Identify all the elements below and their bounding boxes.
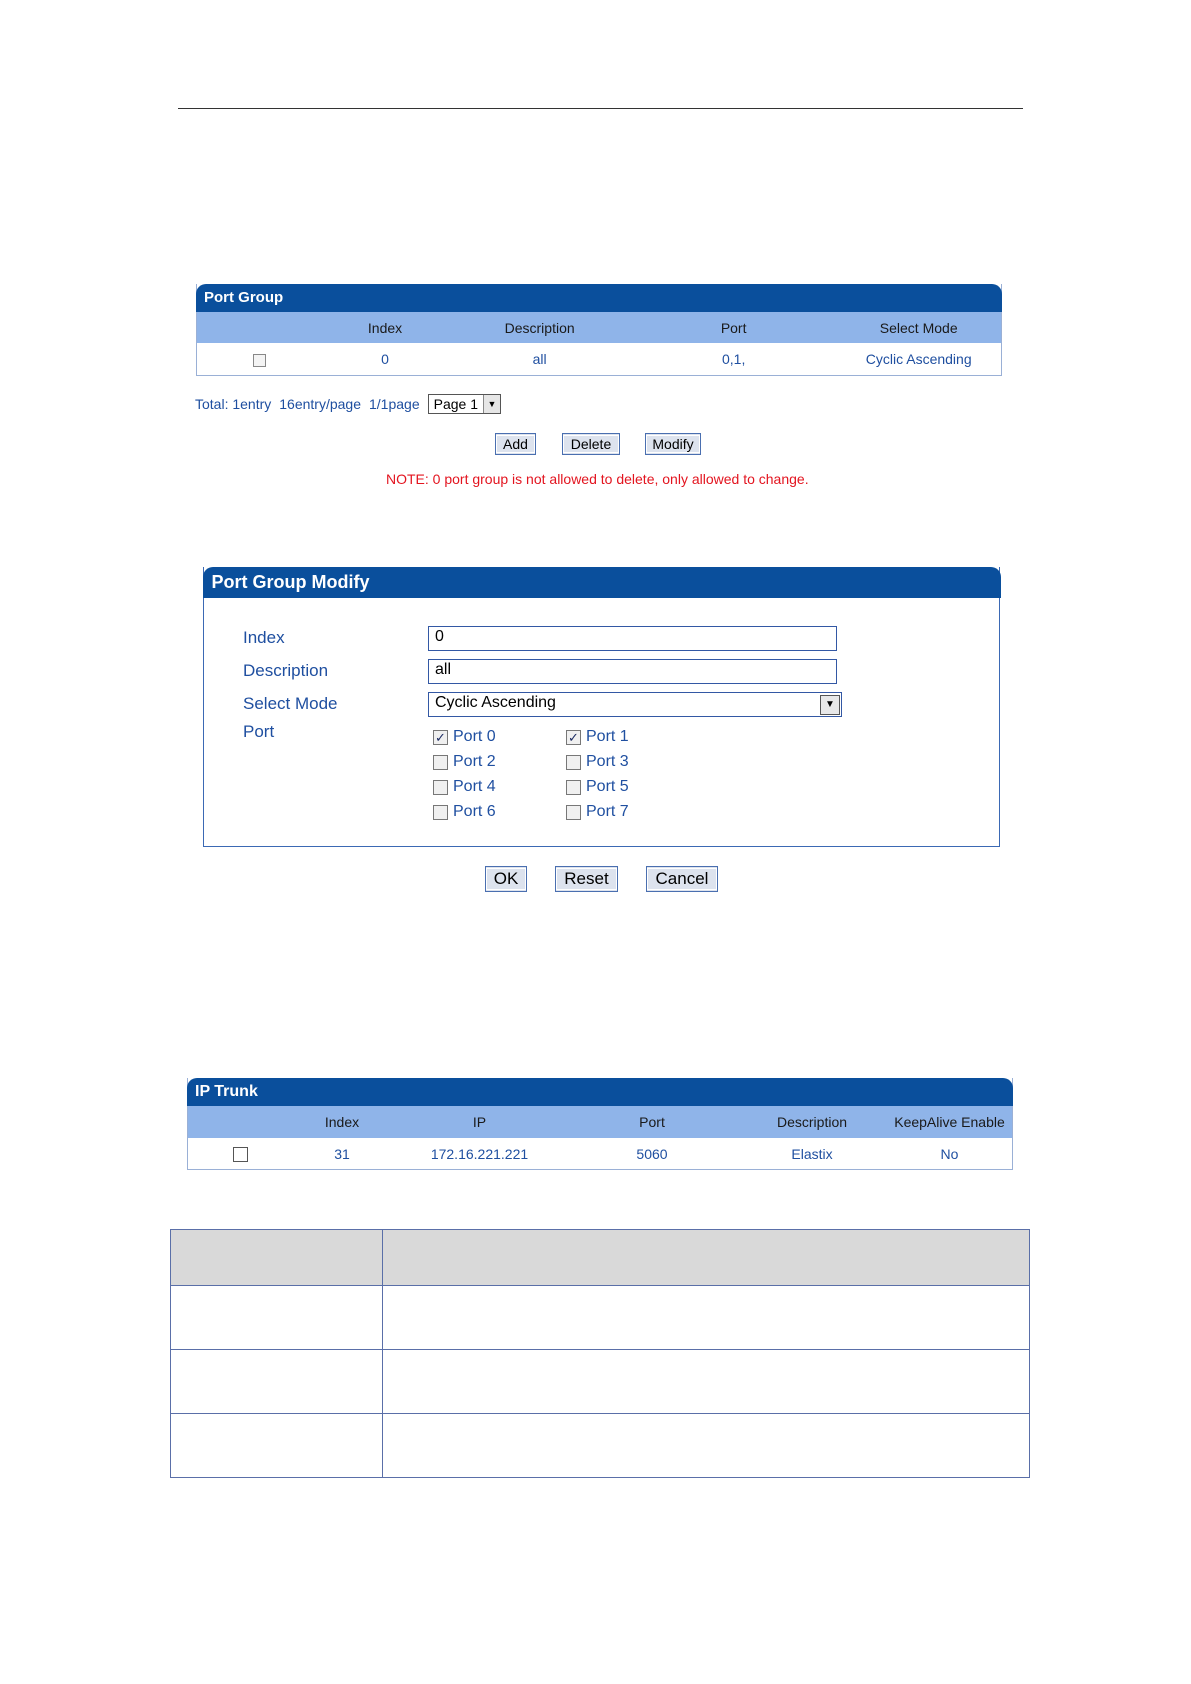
port-checkbox-6[interactable] (433, 803, 496, 821)
select-mode-value: Cyclic Ascending (435, 694, 556, 711)
modify-button[interactable] (645, 433, 701, 455)
select-mode-label: Select Mode (243, 694, 338, 713)
table-cell (383, 1414, 1030, 1478)
page-header-rule (178, 108, 1023, 109)
table-row[interactable] (197, 343, 1001, 375)
column-header-description: Description (776, 1114, 848, 1130)
row-index: 0 (381, 351, 389, 367)
checkbox-icon[interactable] (566, 755, 581, 770)
chevron-down-icon[interactable]: ▼ (820, 695, 840, 715)
pagination-total: Total: 1entry (195, 396, 272, 412)
table-row (171, 1414, 1030, 1478)
table-cell (171, 1350, 383, 1414)
table-cell (171, 1414, 383, 1478)
description-field[interactable]: all (428, 659, 837, 684)
checkbox-icon[interactable] (433, 780, 448, 795)
checkbox-icon[interactable] (566, 805, 581, 820)
column-header-port: Port (639, 1114, 665, 1130)
page-select[interactable] (428, 394, 501, 414)
table-cell (383, 1350, 1030, 1414)
row-select-checkbox[interactable] (233, 1147, 248, 1162)
select-mode-dropdown[interactable] (428, 692, 842, 717)
row-description: Elastix (791, 1146, 833, 1162)
page-select-value: Page 1 (433, 396, 478, 412)
port-3-label: Port 3 (586, 753, 629, 770)
port-7-label: Port 7 (586, 803, 629, 820)
port-1-label: Port 1 (586, 728, 629, 745)
pagination (195, 394, 501, 414)
port-label: Port (243, 722, 275, 741)
port-2-label: Port 2 (453, 753, 496, 770)
table-row (171, 1286, 1030, 1350)
reset-button[interactable] (555, 866, 618, 892)
checkbox-icon[interactable] (433, 805, 448, 820)
description-label: Description (243, 661, 329, 680)
reset-button-label: Reset (556, 868, 617, 890)
column-header-ip: IP (472, 1114, 487, 1130)
column-header-keepalive: KeepAlive Enable (894, 1114, 1005, 1130)
checkbox-checked-icon[interactable]: ✓ (433, 730, 448, 745)
table-header-cell (383, 1230, 1030, 1286)
table-cell (383, 1286, 1030, 1350)
modify-button-label: Modify (646, 435, 700, 453)
index-field[interactable]: 0 (428, 626, 837, 651)
checkbox-icon[interactable] (566, 780, 581, 795)
delete-button-label: Delete (563, 435, 619, 453)
column-header-index: Index (367, 319, 403, 336)
checkbox-icon[interactable] (433, 755, 448, 770)
column-header-select-mode: Select Mode (879, 319, 958, 336)
port-checkbox-1[interactable] (566, 728, 629, 746)
ip-trunk-column-headers (188, 1106, 1012, 1138)
row-port: 5060 (636, 1146, 668, 1162)
pagination-per-page: 16entry/page (279, 396, 361, 412)
column-header-description: Description (504, 319, 575, 336)
port-checkbox-2[interactable] (433, 753, 496, 771)
table-header-cell (171, 1230, 383, 1286)
delete-note: NOTE: 0 port group is not allowed to delete, only allowed to change. (386, 471, 809, 487)
chevron-down-icon[interactable]: ▼ (483, 395, 500, 413)
ok-button-label: OK (486, 868, 526, 890)
ip-trunk-title: IP Trunk (187, 1078, 1013, 1106)
port-checkbox-7[interactable] (566, 803, 629, 821)
port-6-label: Port 6 (453, 803, 496, 820)
parameter-table-header (171, 1230, 1030, 1286)
index-label: Index (243, 628, 285, 647)
cancel-button-label: Cancel (647, 868, 717, 890)
table-row (171, 1350, 1030, 1414)
port-checkbox-3[interactable] (566, 753, 629, 771)
cancel-button[interactable] (646, 866, 718, 892)
row-keepalive: No (940, 1146, 959, 1162)
ok-button[interactable] (485, 866, 527, 892)
table-cell (171, 1286, 383, 1350)
table-row[interactable] (188, 1138, 1012, 1170)
port-checkbox-5[interactable] (566, 778, 629, 796)
port-5-label: Port 5 (586, 778, 629, 795)
port-group-title: Port Group (196, 284, 1002, 312)
add-button-label: Add (496, 435, 535, 453)
port-group-panel (196, 284, 1002, 376)
add-button[interactable] (495, 433, 536, 455)
delete-button[interactable] (562, 433, 620, 455)
port-4-label: Port 4 (453, 778, 496, 795)
port-checkbox-0[interactable] (433, 728, 496, 746)
column-header-port: Port (720, 319, 747, 336)
ip-trunk-panel (187, 1078, 1013, 1170)
row-port: 0,1, (721, 351, 746, 367)
row-index: 31 (334, 1146, 350, 1162)
row-select-checkbox[interactable] (253, 354, 266, 367)
checkbox-checked-icon[interactable]: ✓ (566, 730, 581, 745)
row-ip: 172.16.221.221 (430, 1146, 529, 1162)
pagination-pages: 1/1page (369, 396, 420, 412)
parameter-table (170, 1229, 1030, 1478)
port-group-modify-title: Port Group Modify (203, 567, 1001, 598)
row-description: all (532, 351, 547, 367)
port-0-label: Port 0 (453, 728, 496, 745)
port-group-column-headers (197, 312, 1001, 343)
port-checkbox-4[interactable] (433, 778, 496, 796)
column-header-index: Index (324, 1114, 360, 1130)
row-select-mode: Cyclic Ascending (865, 351, 972, 367)
